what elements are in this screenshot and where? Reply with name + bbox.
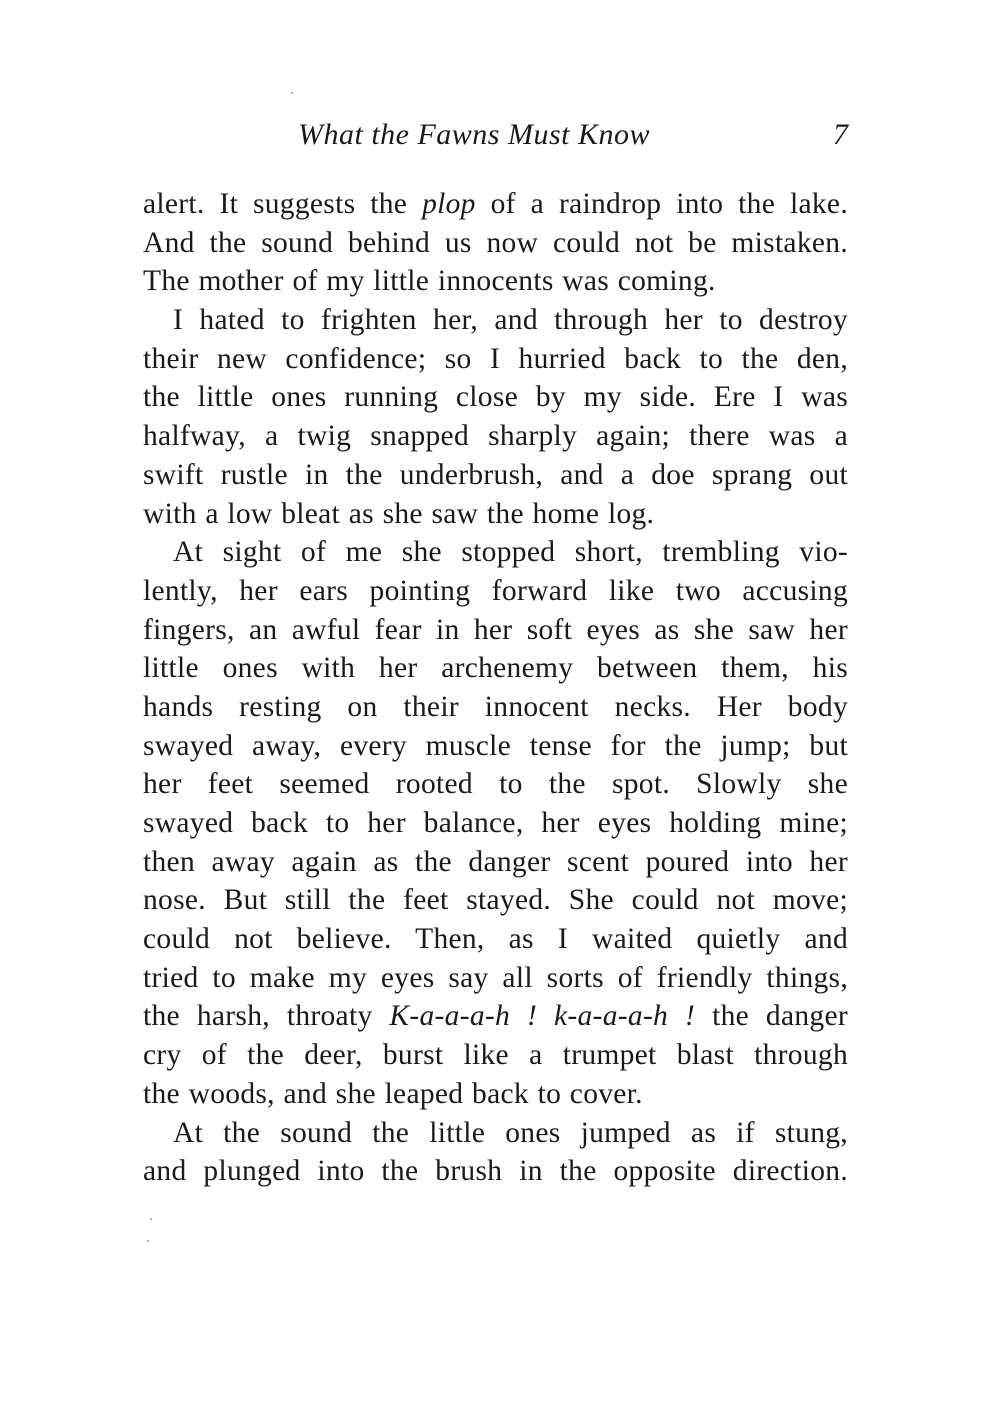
text-run: And the sound behind us now could not be mistaken. [143, 226, 848, 259]
text-run: with a low bleat as she saw the home log. [143, 497, 655, 530]
text-line [143, 1114, 848, 1153]
text-run: halfway, a twig snapped sharply again; there was a [143, 420, 848, 453]
scan-speck [147, 1240, 149, 1242]
text-line [143, 959, 848, 998]
text-run: fingers, an awful fear in her soft eyes as she saw her [143, 613, 848, 646]
text-run: of a raindrop into the lake. [475, 188, 849, 220]
text-run: could not believe. Then, as I waited quietly and [143, 923, 848, 956]
text-run: the danger [695, 1000, 848, 1033]
text-run: cry of the deer, burst like a trumpet blast through [143, 1039, 848, 1072]
body-text [143, 185, 848, 1191]
text-run: little ones with her archenemy between them, his [143, 652, 848, 685]
text-line [143, 456, 848, 495]
text-line [143, 611, 848, 650]
text-run: her feet seemed rooted to the spot. Slowly she [143, 768, 848, 801]
text-run: I hated to frighten her, and through her to destroy [173, 304, 848, 337]
text-line [143, 997, 848, 1036]
running-head [143, 118, 850, 158]
text-line [143, 533, 848, 572]
text-run: lently, her ears pointing forward like two accusing [143, 574, 848, 607]
text-line [143, 262, 848, 301]
text-line [143, 224, 848, 263]
text-line [143, 843, 848, 882]
text-run: hands resting on their innocent necks. Her body [143, 690, 848, 723]
text-run: tried to make my eyes say all sorts of friendly things, [143, 961, 848, 994]
text-line [143, 417, 848, 456]
text-run: At the sound the little ones jumped as if stung, [173, 1116, 848, 1149]
text-line [143, 649, 848, 688]
scan-speck [291, 92, 293, 94]
text-run: The mother of my little innocents was coming. [143, 265, 716, 298]
text-line [143, 1075, 848, 1114]
text-run: the woods, and she leaped back to cover. [143, 1077, 643, 1110]
text-run: At sight of me she stopped short, trembling vio- [173, 536, 848, 569]
text-run: alert. It suggests the [143, 188, 423, 220]
text-line [143, 301, 848, 340]
text-line [143, 727, 848, 766]
text-line [143, 765, 848, 804]
text-line [143, 572, 848, 611]
text-run: swayed back to her balance, her eyes holding mine; [143, 807, 848, 839]
text-line [143, 920, 848, 959]
text-line [143, 340, 848, 379]
text-run: nose. But still the feet stayed. She could not move; [143, 884, 848, 917]
italic-text: plop [422, 188, 476, 220]
text-line [143, 804, 848, 843]
text-run: the little ones running close by my side. Ere I was [143, 381, 848, 414]
text-run: swift rustle in the underbrush, and a doe sprang out [143, 458, 848, 491]
text-run: then away again as the danger scent poured into her [143, 845, 848, 878]
text-line [143, 688, 848, 727]
text-line [143, 495, 848, 534]
text-run: swayed away, every muscle tense for the jump; but [143, 729, 848, 762]
page-number: 7 [833, 118, 848, 151]
text-line [143, 1152, 848, 1191]
text-run: the harsh, throaty [143, 1000, 390, 1033]
text-line [143, 881, 848, 920]
italic-text: K-a-a-a-h ! k-a-a-a-h ! [389, 1000, 696, 1033]
text-line [143, 378, 848, 417]
text-line [143, 185, 848, 224]
text-run: their new confidence; so I hurried back to the den, [143, 342, 848, 375]
scan-speck [150, 1218, 152, 1220]
text-run: and plunged into the brush in the opposite direction. [143, 1155, 848, 1188]
running-title: What the Fawns Must Know [298, 118, 651, 151]
text-line [143, 1036, 848, 1075]
